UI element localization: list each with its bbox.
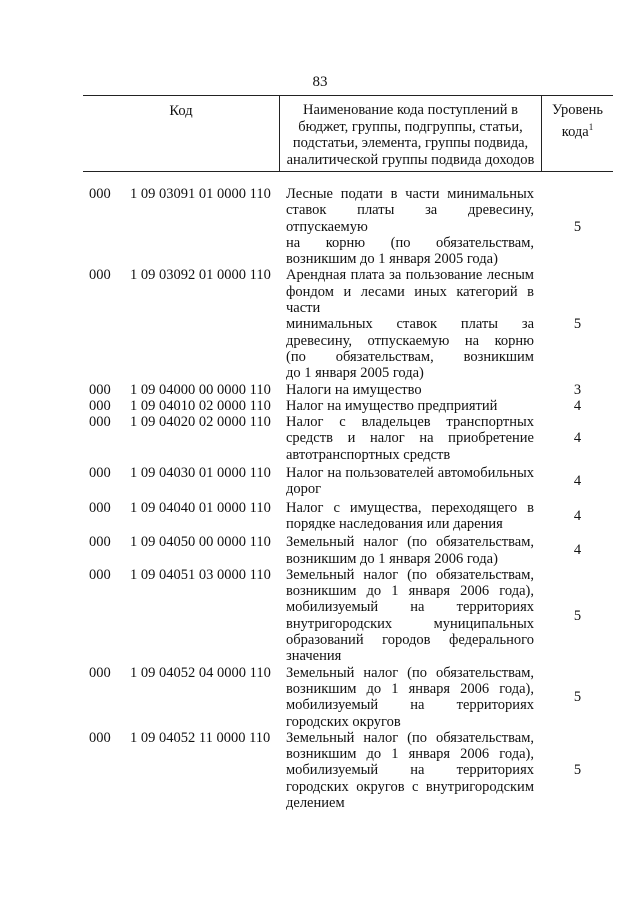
table-row	[83, 534, 613, 567]
row-admin-code: 000	[89, 499, 111, 516]
table-row	[83, 398, 613, 414]
table-header	[83, 95, 613, 172]
row-name-line: Земельный налог (по обязательствам,	[286, 534, 534, 551]
row-name-line: Налог с имущества, переходящего в	[286, 499, 534, 516]
row-name-line: Земельный налог (по обязательствам,	[286, 664, 534, 681]
page-number: 83	[312, 74, 328, 90]
header-level-line: Уровень	[551, 102, 604, 118]
row-level	[542, 567, 613, 665]
table-row	[83, 382, 613, 398]
row-name-line: возникшим до 1 января 2006 года)	[286, 550, 498, 567]
row-name-line: фондом и лесами иных категорий в части	[286, 283, 534, 317]
table-body	[83, 186, 613, 811]
row-level-value: 4	[573, 507, 582, 524]
row-level-value: 4	[573, 473, 582, 490]
header-name-line: Наименование кода поступлений в	[303, 102, 518, 118]
row-budget-code: 1 09 04050 00 0000 110	[130, 534, 271, 551]
row-name-line: дорог	[286, 481, 322, 498]
row-name-line: возникшим до 1 января 2006 года),	[286, 680, 534, 697]
row-name	[280, 730, 542, 811]
row-name-line: Налог с владельцев транспортных	[286, 414, 534, 431]
table-row	[83, 186, 613, 267]
row-name-line: образований городов федерального	[286, 632, 534, 649]
header-name-line: бюджет, группы, подгруппы, статьи,	[298, 118, 523, 135]
row-budget-code: 1 09 04030 01 0000 110	[130, 465, 271, 482]
header-code: Код	[83, 96, 280, 171]
header-name-line: аналитической группы подвида доходов	[286, 151, 535, 168]
row-name-line: делением	[286, 794, 345, 811]
row-name-line: Земельный налог (по обязательствам,	[286, 729, 534, 746]
row-level-value: 5	[573, 762, 582, 779]
row-budget-code: 1 09 04052 11 0000 110	[130, 729, 271, 746]
row-level	[542, 730, 613, 811]
row-budget-code: 1 09 04020 02 0000 110	[130, 414, 271, 431]
row-name-line: значения	[286, 648, 342, 665]
row-name-line: Налог на имущество предприятий	[286, 397, 498, 414]
row-level-value: 3	[573, 381, 582, 398]
row-name-line: Налог на пользователей автомобильных	[286, 465, 534, 482]
header-name-line: подстатьи, элемента, группы подвида,	[292, 135, 529, 151]
row-name-line: минимальных ставок платы за	[286, 316, 534, 333]
row-name-line: Арендная плата за пользование лесным	[286, 267, 534, 284]
row-budget-code: 1 09 04000 00 0000 110	[130, 381, 271, 398]
row-name-line: возникшим до 1 января 2005 года)	[286, 251, 498, 268]
row-admin-code: 000	[89, 729, 111, 746]
row-level	[542, 382, 613, 398]
table-row	[83, 665, 613, 730]
row-budget-code: 1 09 04040 01 0000 110	[130, 499, 271, 516]
row-budget-code: 1 09 03091 01 0000 110	[130, 186, 271, 202]
row-name-line: городских округов	[286, 713, 401, 730]
row-level-value: 5	[573, 607, 582, 624]
row-admin-code: 000	[89, 465, 111, 482]
row-level	[542, 665, 613, 730]
row-name-line: возникшим до 1 января 2006 года),	[286, 583, 534, 600]
row-level-value: 5	[573, 218, 582, 235]
row-name-line: внутригородских муниципальных	[286, 615, 534, 632]
row-name-line: Лесные подати в части минимальных	[286, 186, 534, 202]
row-name-line: городских округов с внутригородским	[286, 778, 534, 795]
row-name-line: мобилизуемый на территориях	[286, 599, 534, 616]
row-name-line: мобилизуемый на территориях	[286, 697, 534, 714]
row-name	[280, 267, 542, 381]
row-name	[280, 534, 542, 567]
header-name	[280, 96, 542, 171]
row-name	[280, 398, 542, 414]
row-level	[542, 398, 613, 414]
row-admin-code: 000	[89, 414, 111, 431]
table-row	[83, 567, 613, 665]
table-row	[83, 730, 613, 811]
row-budget-code: 1 09 04010 02 0000 110	[130, 397, 271, 414]
row-budget-code: 1 09 03092 01 0000 110	[130, 267, 271, 284]
row-level	[542, 414, 613, 463]
row-admin-code: 000	[89, 186, 111, 202]
row-name-line: порядке наследования или дарения	[286, 515, 503, 532]
row-budget-code: 1 09 04051 03 0000 110	[130, 566, 271, 583]
row-name-line: (по обязательствам, возникшим	[286, 348, 534, 365]
row-level	[542, 267, 613, 381]
row-level	[542, 534, 613, 567]
row-level-value: 5	[573, 689, 582, 706]
table-row	[83, 414, 613, 463]
row-admin-code: 000	[89, 381, 111, 398]
row-name-line: ставок платы за древесину, отпускаемую	[286, 202, 534, 235]
row-name-line: мобилизуемый на территориях	[286, 762, 534, 779]
header-level-line	[542, 119, 613, 140]
row-name-line: средств и налог на приобретение	[286, 430, 534, 447]
row-name	[280, 414, 542, 463]
table-row	[83, 500, 613, 533]
row-name-line: до 1 января 2005 года)	[286, 365, 424, 382]
row-name	[280, 186, 542, 267]
row-name	[280, 465, 542, 498]
row-name-line: Земельный налог (по обязательствам,	[286, 566, 534, 583]
row-level	[542, 186, 613, 267]
footnote-marker: 1	[588, 121, 594, 132]
row-name-line: Налоги на имущество	[286, 381, 422, 398]
row-name-line: автотранспортных средств	[286, 446, 451, 463]
row-name	[280, 665, 542, 730]
row-budget-code: 1 09 04052 04 0000 110	[130, 664, 271, 681]
row-level	[542, 465, 613, 498]
row-level-value: 4	[573, 397, 582, 414]
row-level-value: 4	[573, 430, 582, 447]
header-level-text: кода	[561, 123, 589, 140]
row-admin-code: 000	[89, 397, 111, 414]
row-name-line: древесину, отпускаемую на корню	[286, 332, 534, 349]
row-admin-code: 000	[89, 267, 111, 284]
row-name	[280, 567, 542, 665]
row-level-value: 5	[573, 316, 582, 333]
row-name-line: на корню (по обязательствам,	[286, 234, 534, 251]
row-admin-code: 000	[89, 534, 111, 551]
row-name-line: возникшим до 1 января 2006 года),	[286, 746, 534, 763]
row-level	[542, 500, 613, 533]
row-name	[280, 382, 542, 398]
table-row	[83, 267, 613, 381]
table-row	[83, 465, 613, 498]
row-admin-code: 000	[89, 664, 111, 681]
row-admin-code: 000	[89, 566, 111, 583]
row-level-value: 4	[573, 542, 582, 559]
row-name	[280, 500, 542, 533]
header-level	[542, 96, 613, 171]
